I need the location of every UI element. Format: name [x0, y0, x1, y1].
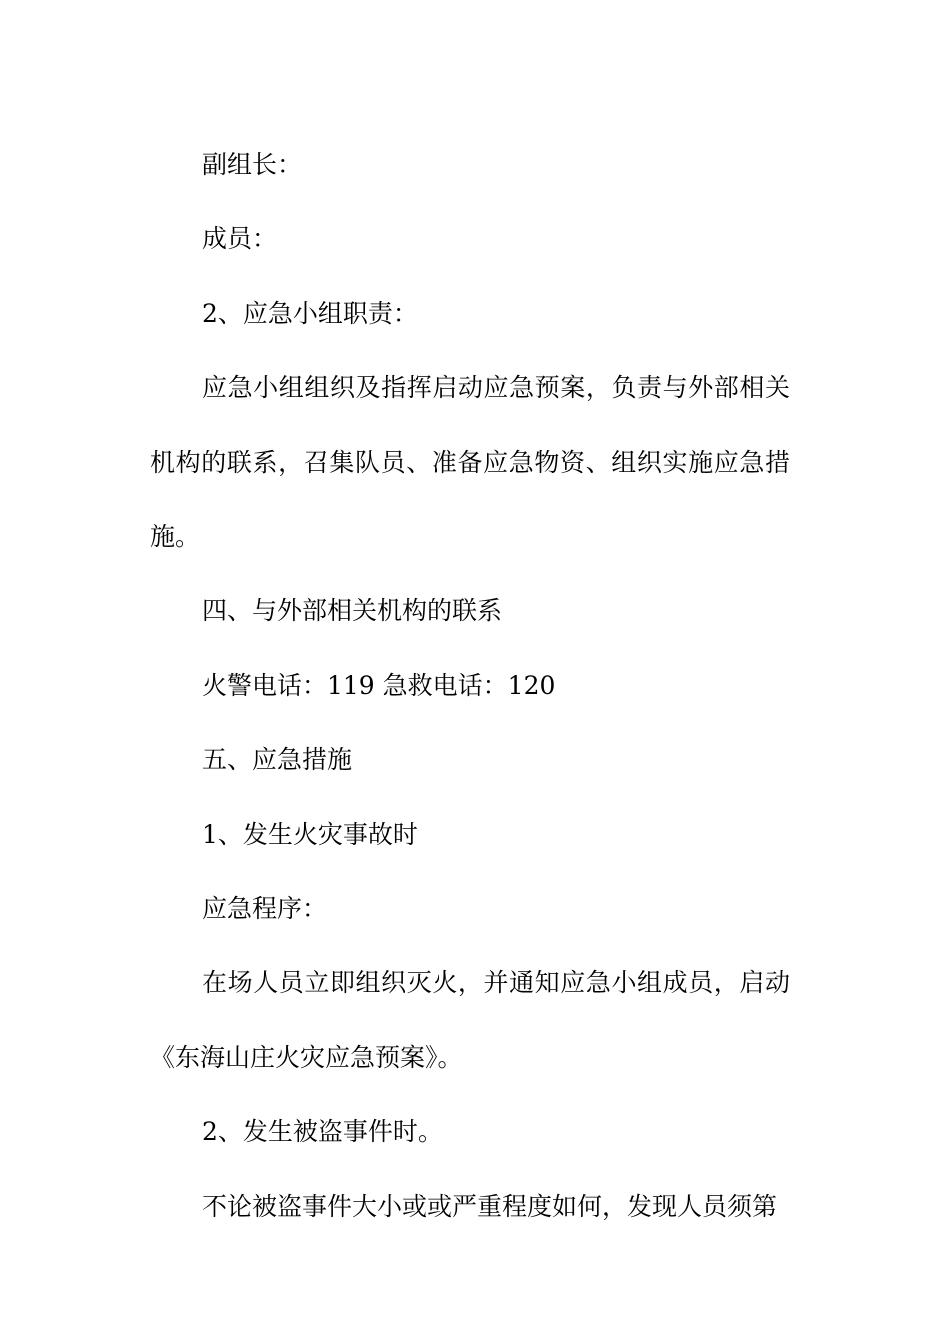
paragraph-procedure-label: 应急程序：: [202, 894, 328, 924]
paragraph-team-duties: 应急小组组织及指挥启动应急预案，负责与外部相关机构的联系，召集队员、准备应急物资、组织实施应急措施。: [150, 373, 790, 552]
paragraph-deputy-leader: 副组长：: [202, 150, 303, 179]
paragraph-emergency-phones: 火警电话：119 急救电话：120: [202, 670, 556, 700]
subheading-fire-incident: 1、发生火灾事故时: [202, 819, 418, 849]
section-heading-external-contacts: 四、与外部相关机构的联系: [202, 596, 503, 626]
paragraph-members: 成员：: [202, 224, 278, 254]
paragraph-theft-procedure: 不论被盗事件大小或或严重程度如何，发现人员须第: [202, 1191, 778, 1221]
document-body: [150, 128, 790, 1244]
paragraph-team-duties-heading: 2、应急小组职责：: [202, 298, 418, 328]
paragraph-fire-procedure: 在场人员立即组织灭火，并通知应急小组成员，启动《东海山庄火灾应急预案》。: [150, 968, 790, 1072]
subheading-theft-incident: 2、发生被盗事件时。: [202, 1117, 443, 1147]
section-heading-emergency-measures: 五、应急措施: [202, 745, 353, 775]
